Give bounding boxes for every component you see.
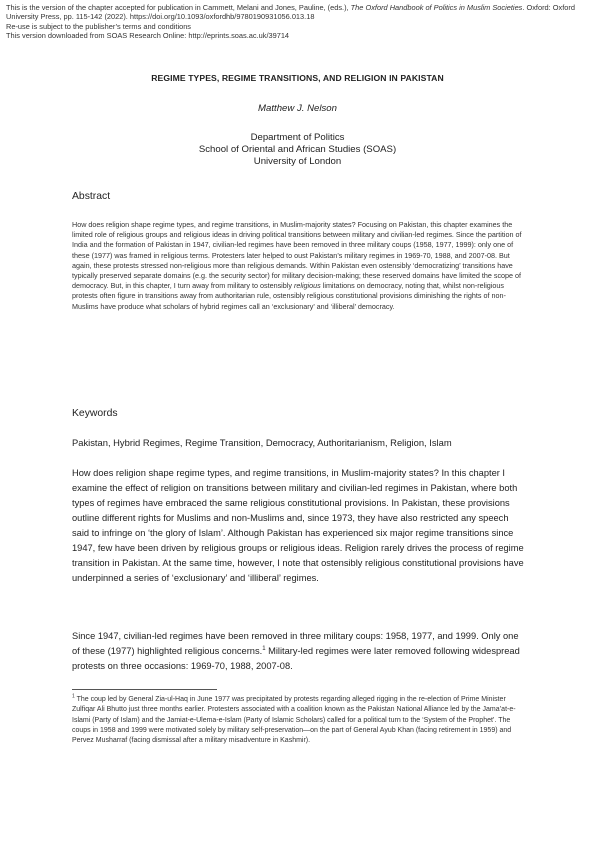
book-title: The Oxford Handbook of Politics in Muslim Societies bbox=[350, 3, 523, 12]
provenance-line-reuse: Re-use is subject to the publisher’s terms and conditions bbox=[6, 21, 192, 31]
keywords-list: Pakistan, Hybrid Regimes, Regime Transition, Democracy, Authoritarianism, Religion, Islam bbox=[72, 437, 452, 448]
affiliation-department: Department of Politics bbox=[250, 132, 345, 143]
body-paragraph-1: How does religion shape regime types, and regime transitions, in Muslim-majority states? In this chapter I examine the effect of religion on transitions between military and civilian-led regimes in Pakistan, where both types of regimes have embraced the same religious constitutional provisions. In Pakistan, these provisions outline different rights for Muslims and non-Muslims and, since 1973, they have also restricted any speech said to infringe on ‘the glory of Islam’. Although Pakistan has experienced six major regime transitions since 1947, few have been driven by religious groups or religious ideas. Religion rarely drives the process of regime transition in Pakistan. At the same time, however, I note that ostensibly religious constitutional provisions have underpinned a series of ‘exclusionary’ and ‘illiberal’ regimes. bbox=[72, 468, 524, 583]
abstract-text: How does religion shape regime types, and regime transitions, in Muslim-majority states? Focusing on Pakistan, this chapter examines the limited role of religious groups and religious ideas in driving political transitions between military and civilian-led regimes. Since the partition of India and the formation of Pakistan in 1947, civilian-led regimes have been removed in three military coups (1958, 1977, 1999): only one of these (1977) was framed in religious terms. Protesters later helped to oust Pakistan’s military regimes in 1969-70, 1988, and 2007-08. But again, these protests stressed non-religious more than religious demands. Within Pakistan even ostensibly ‘democratizing’ transitions have typically preserved separate domains (e.g. the security sector) for military decision-making; these reserved domains have limited the scope of democracy. But, in this chapter, I turn away from military to ostensibly religious limitations on democracy, noting that, whilst non-religious protests often figure in transitions away from authoritarian rule, ostensibly religious constitutional provisions diminishing the rights of non-Muslims have produce what scholars of hybrid regimes call an ‘exclusionary’ and ‘illiberal’ democracy. bbox=[72, 220, 522, 311]
provenance-line-citation: This is the version of the chapter accepted for publication in Cammett, Melani and Jones, Pauline, (eds.), The Oxford Handbook of Politics in Muslim Societies. Oxford: Oxford University Press, pp. 115-142 (2022). https://doi.org/10.1093/oxfordhb/9780190931056.013.18 bbox=[6, 3, 575, 22]
author-affiliation bbox=[0, 132, 595, 169]
keywords-heading: Keywords bbox=[72, 408, 118, 419]
abstract-italic-term: religious bbox=[293, 281, 321, 291]
abstract-heading: Abstract bbox=[72, 191, 111, 202]
body-paragraph-2: Since 1947, civilian-led regimes have been removed in three military coups: 1958, 1977, and 1999. Only one of these (1977) highlighted religious concerns.$^1$ Military-led regimes were later removed following widespread protests on three occasions: 1969-70, 1988, 2007-08. bbox=[72, 631, 520, 671]
footnote-reference[interactable]: 1 bbox=[262, 645, 266, 652]
footnote-1: $^1$ The coup led by General Zia-ul-Haq in June 1977 was precipitated by protests regarding alleged rigging in the re-election of Prime Minister Zulfiqar Ali Bhutto just three months earlier. Protesters associated with a coalition known as the Pakistan National Alliance led by the Jama’at-e-Islami (Party of Islam) and the Jamiat-e-Ulema-e-Islam (Party of Islamic Scholars) called for a political turn to the ‘System of the Prophet’. The coups in 1958 and 1999 were motivated solely by military self-preservation—on the part of General Ayub Khan (facing retirement in 1959) and Pervez Musharraf (facing dismissal after a military misadventure in Kashmir). bbox=[72, 693, 516, 745]
author-name: Matthew J. Nelson bbox=[258, 103, 337, 114]
footnote-marker: 1 bbox=[72, 693, 75, 700]
footnote-separator bbox=[72, 689, 217, 690]
affiliation-university: University of London bbox=[253, 156, 342, 168]
provenance-line-download: This version downloaded from SOAS Research Online: http://eprints.soas.ac.uk/39714 bbox=[6, 31, 290, 41]
provenance-notice bbox=[6, 3, 591, 41]
paper-title: REGIME TYPES, REGIME TRANSITIONS, AND RELIGION IN PAKISTAN bbox=[151, 73, 444, 83]
affiliation-school: School of Oriental and African Studies (SOAS) bbox=[198, 144, 397, 156]
